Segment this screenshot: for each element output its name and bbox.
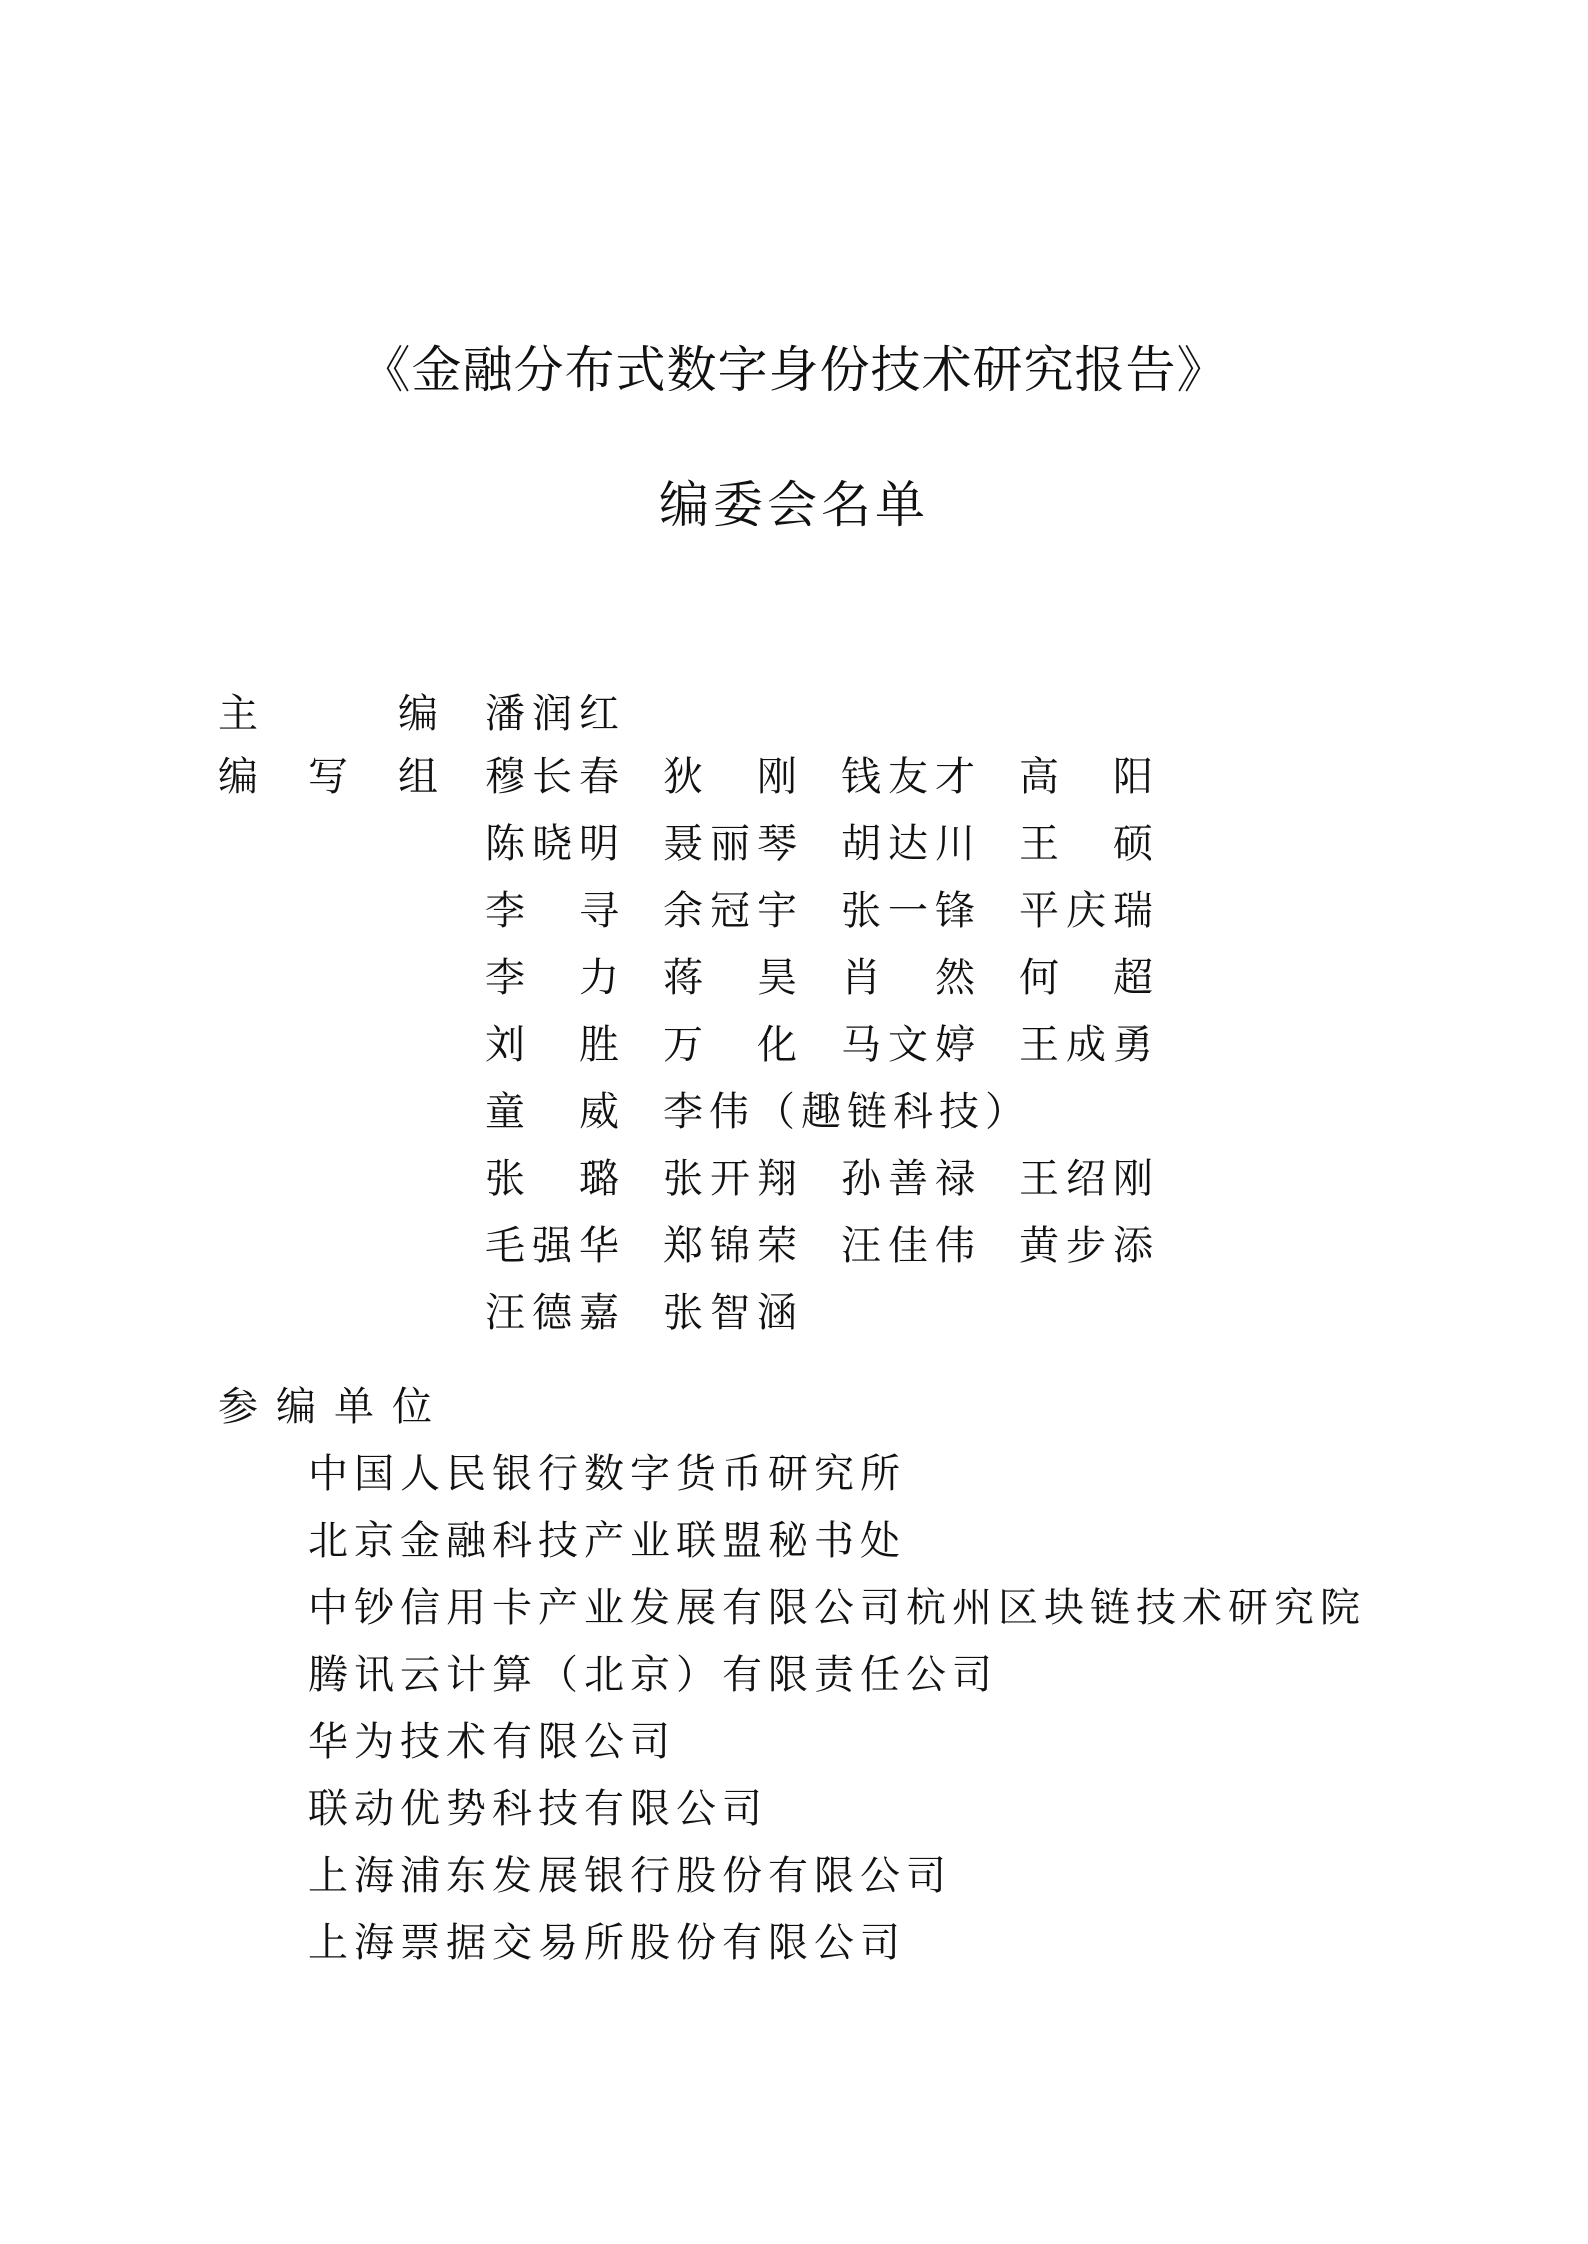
writing-group-list bbox=[485, 755, 1197, 1358]
name-row bbox=[485, 889, 1197, 956]
name-row bbox=[485, 1157, 1197, 1224]
member-name: 郑 锦 荣 bbox=[663, 1223, 797, 1269]
member-name: 李 力 bbox=[485, 955, 619, 1001]
name-row bbox=[485, 1224, 1197, 1291]
unit-item: 北京金融科技产业联盟秘书处 bbox=[308, 1518, 906, 1564]
name-row bbox=[485, 1090, 1197, 1157]
name-row bbox=[485, 956, 1197, 1023]
member-name: 高 阳 bbox=[1019, 754, 1153, 800]
member-name: 胡 达 川 bbox=[841, 821, 975, 867]
document-title: 《金融分布式数字身份技术研究报告》 bbox=[360, 341, 1228, 399]
member-name: 汪 德 嘉 bbox=[485, 1290, 619, 1336]
member-name: 陈 晓 明 bbox=[485, 821, 619, 867]
unit-item: 联动优势科技有限公司 bbox=[308, 1786, 768, 1832]
unit-item: 中钞信用卡产业发展有限公司杭州区块链技术研究院 bbox=[308, 1585, 1366, 1631]
member-name: 张 一 锋 bbox=[841, 888, 975, 934]
member-name: 何 超 bbox=[1019, 955, 1153, 1001]
member-name: 钱 友 才 bbox=[841, 754, 975, 800]
member-name: 平 庆 瑞 bbox=[1019, 888, 1153, 934]
unit-item: 腾讯云计算（北京）有限责任公司 bbox=[308, 1652, 998, 1698]
writing-group-label: 编 写 组 bbox=[218, 754, 438, 800]
member-name: 王 绍 刚 bbox=[1019, 1156, 1153, 1202]
member-name: 汪 佳 伟 bbox=[841, 1223, 975, 1269]
member-name: 刘 胜 bbox=[485, 1022, 619, 1068]
member-name: 肖 然 bbox=[841, 955, 975, 1001]
member-name: 蒋 昊 bbox=[663, 955, 797, 1001]
unit-item: 上海浦东发展银行股份有限公司 bbox=[308, 1853, 952, 1899]
document-subtitle: 编委会名单 bbox=[659, 476, 929, 534]
member-name: 毛 强 华 bbox=[485, 1223, 619, 1269]
name-row bbox=[485, 755, 1197, 822]
unit-item: 中国人民银行数字货币研究所 bbox=[308, 1451, 906, 1497]
member-name: 马 文 婷 bbox=[841, 1022, 975, 1068]
member-name: 张 开 翔 bbox=[663, 1156, 797, 1202]
name-row bbox=[485, 1291, 1197, 1358]
participating-units-label: 参编单位 bbox=[218, 1384, 450, 1430]
participating-units-list bbox=[308, 1452, 1366, 1988]
member-name: 穆 长 春 bbox=[485, 754, 619, 800]
name-row bbox=[485, 1023, 1197, 1090]
member-name: 张 智 涵 bbox=[663, 1290, 797, 1336]
member-name: 王 成 勇 bbox=[1019, 1022, 1153, 1068]
member-name: 张 璐 bbox=[485, 1156, 619, 1202]
member-name: 狄 刚 bbox=[663, 754, 797, 800]
member-name: 李 寻 bbox=[485, 888, 619, 934]
member-name: 黄 步 添 bbox=[1019, 1223, 1153, 1269]
unit-item: 华为技术有限公司 bbox=[308, 1719, 676, 1765]
member-name: 万 化 bbox=[663, 1022, 797, 1068]
member-name: 聂 丽 琴 bbox=[663, 821, 797, 867]
member-name: 王 硕 bbox=[1019, 821, 1153, 867]
member-name: 余 冠 宇 bbox=[663, 888, 797, 934]
member-name: 童 威 bbox=[485, 1089, 619, 1135]
unit-item: 上海票据交易所股份有限公司 bbox=[308, 1920, 906, 1966]
chief-editor-name: 潘 润 红 bbox=[485, 691, 619, 737]
member-name: 李伟（趣链科技） bbox=[663, 1089, 1031, 1135]
chief-editor-label: 主 编 bbox=[218, 691, 438, 737]
member-name: 孙 善 禄 bbox=[841, 1156, 975, 1202]
name-row bbox=[485, 822, 1197, 889]
